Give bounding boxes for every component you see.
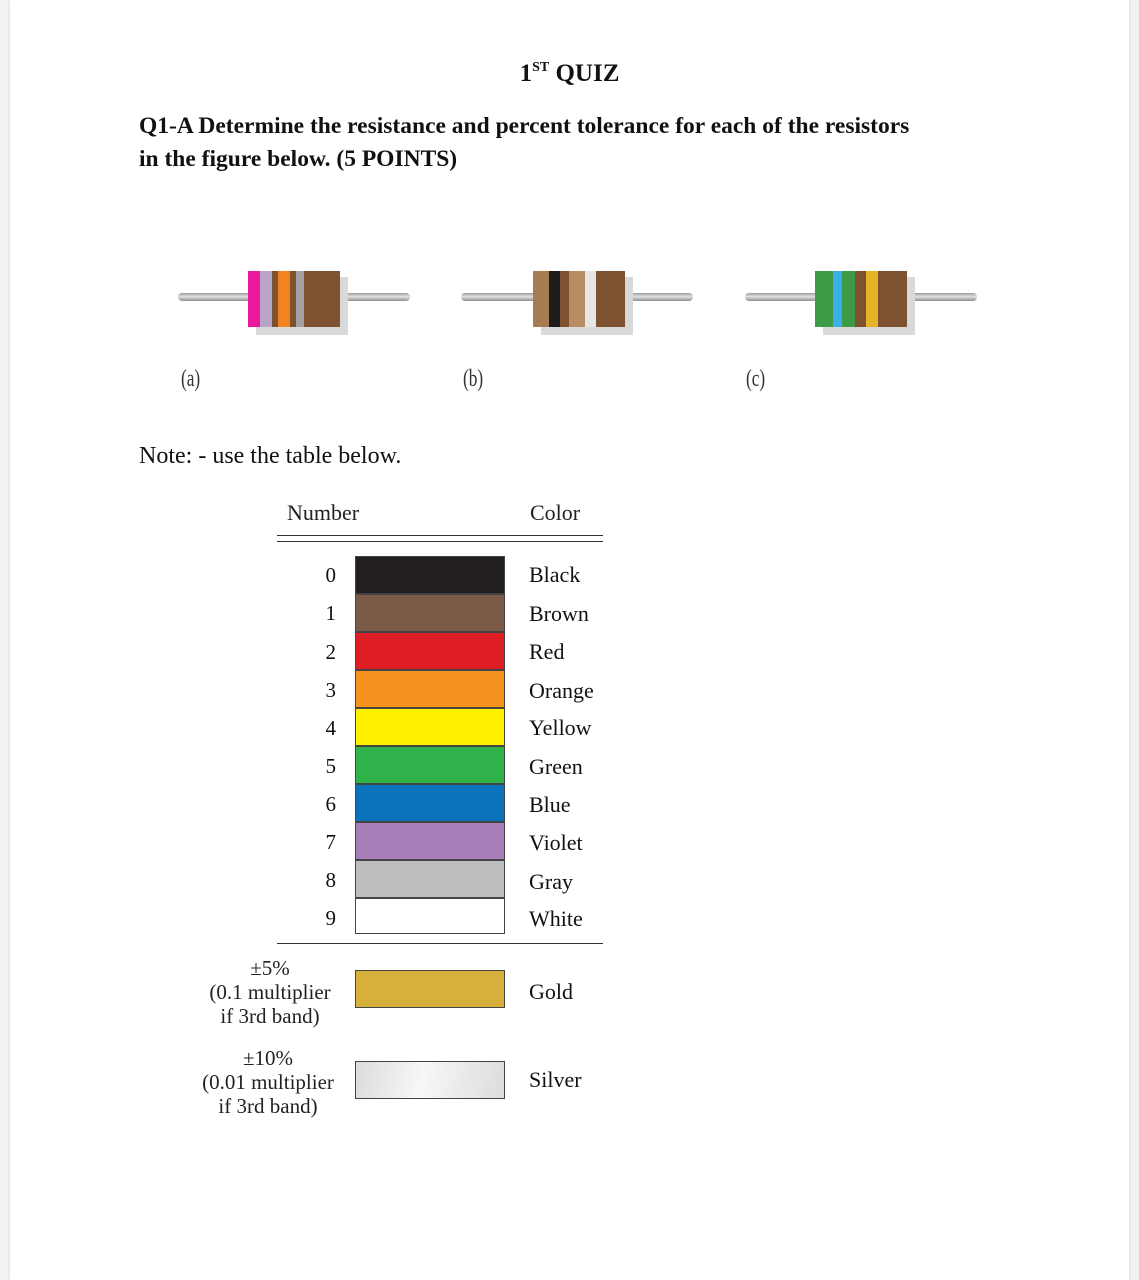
- row-color-name: Gray: [529, 869, 573, 894]
- band-6: [296, 271, 304, 327]
- tolerance-multiplier: (0.01 multiplier: [202, 1070, 334, 1094]
- tolerance-gold-label: [175, 956, 365, 1028]
- note-text: Note: - use the table below.: [139, 443, 402, 469]
- row-color-name: Brown: [529, 601, 589, 626]
- color-swatch: [355, 784, 505, 822]
- resistor-a: [178, 266, 410, 338]
- band-2: [549, 271, 560, 327]
- tolerance-note: if 3rd band): [220, 1004, 320, 1028]
- table-divider: [277, 943, 603, 944]
- tolerance-percent: ±10%: [242, 1046, 294, 1070]
- row-number: 8: [325, 868, 336, 892]
- table-header-rule-bottom: [277, 541, 603, 542]
- table-header-color: Color: [530, 500, 581, 525]
- row-color-name: White: [529, 906, 583, 931]
- band-7: [304, 271, 340, 327]
- gold-color-name: Gold: [529, 979, 573, 1004]
- figure-label-a: (a): [181, 366, 201, 392]
- question-text: [139, 110, 1019, 176]
- tolerance-note: if 3rd band): [218, 1094, 318, 1118]
- color-swatch: [355, 594, 505, 632]
- color-swatch: [355, 708, 505, 746]
- row-number: 2: [325, 640, 336, 664]
- figure-label-c: (c): [746, 366, 766, 392]
- band-6: [596, 271, 625, 327]
- color-swatch: [355, 670, 505, 708]
- row-number: 6: [325, 792, 336, 816]
- silver-swatch: [355, 1061, 505, 1099]
- color-swatch: [355, 632, 505, 670]
- row-number: 7: [325, 830, 336, 854]
- tolerance-multiplier: (0.1 multiplier: [209, 980, 331, 1004]
- row-color-name: Red: [529, 639, 565, 664]
- band-4: [855, 271, 866, 327]
- band-4: [278, 271, 290, 327]
- row-number: 0: [325, 563, 336, 587]
- band-3: [560, 271, 569, 327]
- band-1: [248, 271, 260, 327]
- resistor-body: [248, 271, 340, 327]
- band-5: [866, 271, 878, 327]
- question-line-2: in the figure below. (5 POINTS): [139, 146, 458, 172]
- question-line-1: Q1-A Determine the resistance and percent tolerance for each of the resistors: [139, 113, 910, 139]
- color-swatch: [355, 822, 505, 860]
- resistor-body: [815, 271, 907, 327]
- band-1: [533, 271, 549, 327]
- color-swatch: [355, 898, 505, 934]
- row-color-name: Green: [529, 754, 583, 779]
- row-number: 5: [325, 754, 336, 778]
- row-color-name: Yellow: [529, 715, 592, 740]
- band-6: [878, 271, 907, 327]
- tolerance-percent: ±5%: [250, 956, 290, 980]
- color-swatch: [355, 556, 505, 594]
- row-color-name: Blue: [529, 792, 571, 817]
- resistor-body: [533, 271, 625, 327]
- gold-swatch: [355, 970, 505, 1008]
- tolerance-silver-label: [173, 1046, 363, 1118]
- resistor-c: [745, 266, 977, 338]
- band-1: [815, 271, 833, 327]
- color-swatch: [355, 746, 505, 784]
- figure-label-b: (b): [463, 366, 484, 392]
- quiz-title: 1ST QUIZ: [519, 60, 620, 87]
- band-2: [260, 271, 272, 327]
- row-number: 1: [325, 601, 336, 625]
- band-5: [585, 271, 596, 327]
- row-color-name: Orange: [529, 678, 594, 703]
- resistor-b: [461, 266, 693, 338]
- color-swatch: [355, 860, 505, 898]
- band-4: [569, 271, 585, 327]
- row-number: 4: [325, 716, 336, 740]
- row-color-name: Black: [529, 562, 581, 587]
- table-header-number: Number: [287, 500, 360, 525]
- band-3: [842, 271, 855, 327]
- table-header-rule-top: [277, 535, 603, 536]
- row-number: 3: [325, 678, 336, 702]
- band-2: [833, 271, 842, 327]
- row-number: 9: [325, 906, 336, 930]
- row-color-name: Violet: [529, 830, 583, 855]
- silver-color-name: Silver: [529, 1067, 582, 1092]
